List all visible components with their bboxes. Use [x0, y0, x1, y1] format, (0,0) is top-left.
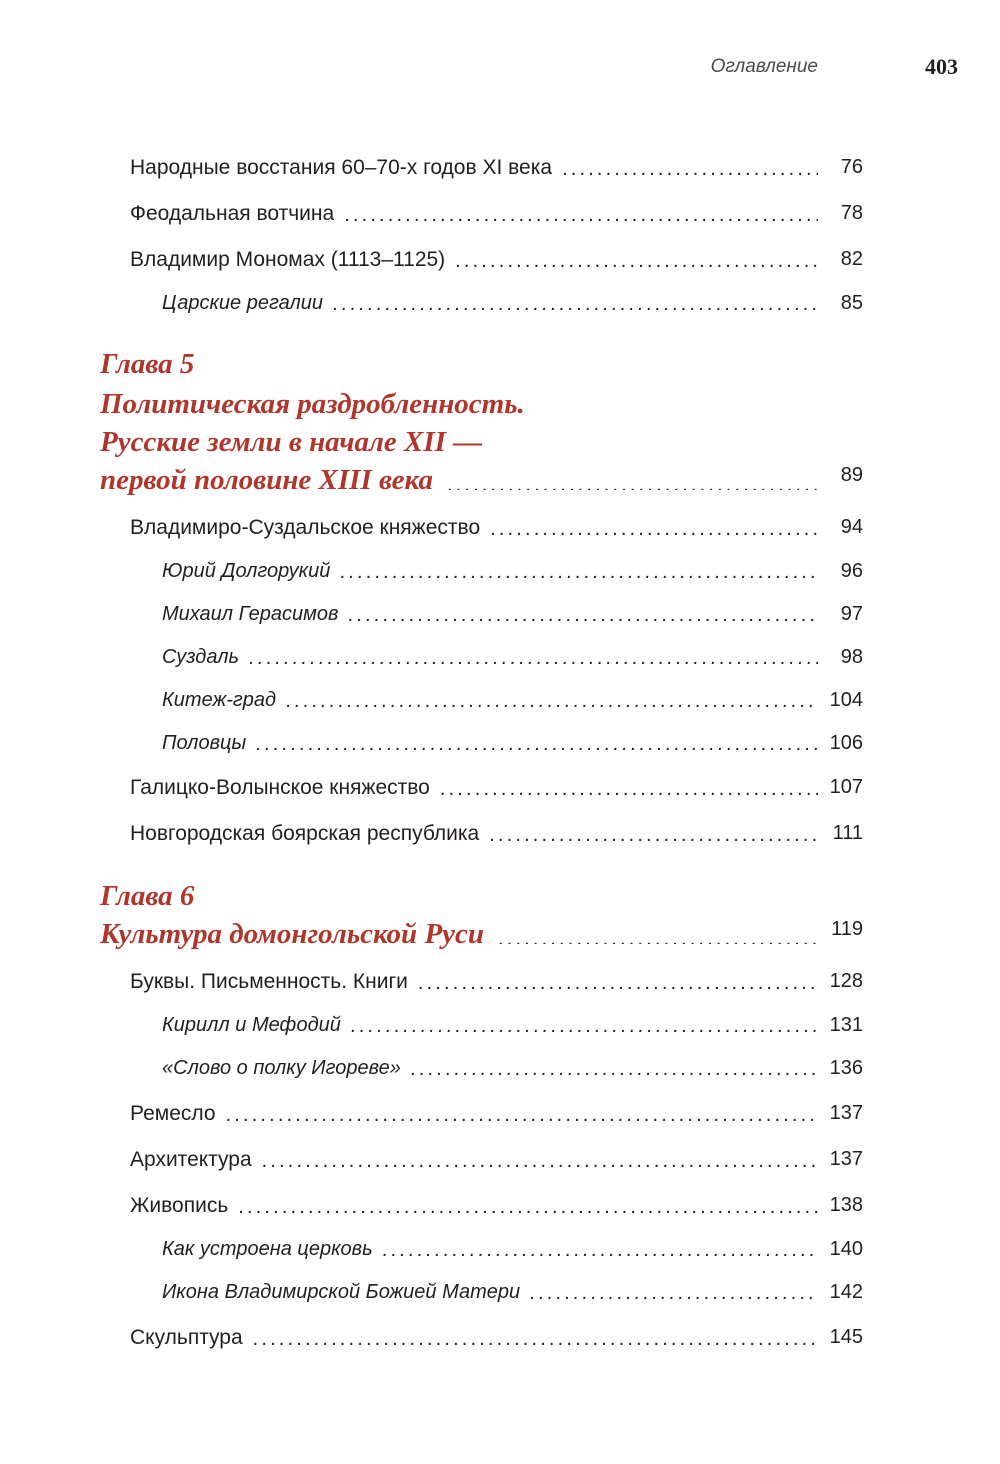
- toc-entry[interactable]: [130, 1326, 863, 1350]
- dot-leader: [226, 1103, 818, 1124]
- toc-subentry-title: Михаил Герасимов: [162, 603, 339, 625]
- toc-subentry-title: Китеж-град: [162, 689, 277, 711]
- toc-entry-page: 82: [840, 248, 863, 270]
- dot-leader: [490, 517, 818, 538]
- toc-entry-page: 111: [832, 822, 863, 844]
- toc-entry-title: Феодальная вотчина: [130, 202, 335, 225]
- toc-entry-title: Владимиро-Суздальское княжество: [130, 516, 481, 539]
- toc-subentry[interactable]: [162, 646, 863, 669]
- toc-entry-page: 138: [829, 1194, 863, 1216]
- toc-entry[interactable]: [130, 1148, 863, 1172]
- toc-subentry-title: Как устроена церковь: [162, 1238, 373, 1260]
- dot-leader: [447, 474, 818, 490]
- dot-leader: [344, 203, 818, 224]
- toc-entry-title: Новгородская боярская республика: [130, 822, 480, 845]
- toc-entry[interactable]: [130, 1194, 863, 1218]
- toc-entry-page: 140: [829, 1238, 863, 1260]
- toc-entry[interactable]: [130, 776, 863, 800]
- toc-entry-title: Скульптура: [130, 1326, 243, 1349]
- chapter-5-title-line3: первой половине XIII века: [100, 464, 433, 496]
- dot-leader: [418, 971, 818, 992]
- chapter-6-title: Культура домонгольской Руси: [100, 918, 485, 950]
- toc-entry-page: 104: [829, 689, 863, 711]
- toc-entry[interactable]: [130, 202, 863, 226]
- chapter-5-number: Глава 5: [100, 348, 195, 380]
- toc-entry-page: 94: [840, 516, 863, 538]
- dot-leader: [340, 561, 818, 581]
- toc-entry-page: 142: [829, 1281, 863, 1303]
- toc-entry-page: 137: [829, 1102, 863, 1124]
- toc-subentry-title: Царские регалии: [162, 292, 324, 314]
- chapter-5-entry[interactable]: [100, 464, 863, 497]
- toc-subentry[interactable]: [162, 1014, 863, 1037]
- toc-subentry-title: «Слово о полку Игореве»: [162, 1057, 401, 1079]
- toc-subentry-title: Кирилл и Мефодий: [162, 1014, 341, 1036]
- toc-subentry[interactable]: [162, 603, 863, 626]
- dot-leader: [351, 1015, 818, 1035]
- toc-entry[interactable]: [130, 248, 863, 272]
- dot-leader: [262, 1149, 818, 1170]
- toc-entry[interactable]: [130, 1102, 863, 1126]
- dot-leader: [562, 157, 818, 178]
- chapter-5-title-line1: Политическая раздробленность.: [100, 388, 525, 420]
- toc-entry-title: Ремесло: [130, 1102, 216, 1125]
- dot-leader: [440, 777, 818, 798]
- toc-subentry-title: Икона Владимирской Божией Матери: [162, 1281, 521, 1303]
- toc-subentry[interactable]: [162, 1238, 863, 1261]
- toc-entry-page: 76: [840, 156, 863, 178]
- dot-leader: [383, 1239, 818, 1259]
- toc-entry[interactable]: [130, 156, 863, 180]
- page-number: 403: [925, 54, 958, 79]
- dot-leader: [348, 604, 818, 624]
- dot-leader: [411, 1058, 818, 1078]
- toc-entry-page: 107: [829, 776, 863, 798]
- running-header: [0, 56, 1000, 82]
- dot-leader: [249, 647, 818, 667]
- toc-entry[interactable]: [130, 970, 863, 994]
- dot-leader: [530, 1282, 818, 1302]
- toc-entry-page: 136: [829, 1057, 863, 1079]
- toc-subentry[interactable]: [162, 1057, 863, 1080]
- toc-entry-page: 119: [831, 918, 863, 940]
- toc-entry-page: 89: [840, 464, 863, 486]
- dot-leader: [238, 1195, 818, 1216]
- toc-subentry[interactable]: [162, 689, 863, 712]
- toc-subentry-title: Половцы: [162, 732, 247, 754]
- toc-entry-page: 96: [840, 560, 863, 582]
- dot-leader: [489, 823, 818, 844]
- toc-entry-page: 78: [840, 202, 863, 224]
- dot-leader: [333, 293, 818, 313]
- toc-subentry[interactable]: [162, 1281, 863, 1304]
- dot-leader: [253, 1327, 818, 1348]
- chapter-5-title-line2: Русские земли в начале XII —: [100, 426, 483, 458]
- toc-subentry-title: Юрий Долгорукий: [162, 560, 331, 582]
- toc-entry-title: Владимир Мономах (1113–1125): [130, 248, 446, 271]
- toc-subentry[interactable]: [162, 732, 863, 755]
- toc-entry[interactable]: [130, 516, 863, 540]
- toc-entry-page: 131: [829, 1014, 863, 1036]
- dot-leader: [455, 249, 818, 270]
- toc-entry-page: 128: [829, 970, 863, 992]
- toc-entry-page: 145: [829, 1326, 863, 1348]
- toc-entry-title: Архитектура: [130, 1148, 252, 1171]
- dot-leader: [498, 928, 818, 944]
- running-title: Оглавление: [710, 56, 818, 77]
- toc-entry-title: Живопись: [130, 1194, 229, 1217]
- toc-entry-page: 97: [840, 603, 863, 625]
- toc-entry-title: Галицко-Волынское княжество: [130, 776, 430, 799]
- toc-entry-page: 98: [840, 646, 863, 668]
- chapter-6-number: Глава 6: [100, 880, 195, 912]
- toc-entry-page: 137: [829, 1148, 863, 1170]
- toc-entry-title: Буквы. Письменность. Книги: [130, 970, 408, 993]
- toc-subentry[interactable]: [162, 292, 863, 315]
- dot-leader: [256, 733, 818, 753]
- toc-entry-title: Народные восстания 60–70-х годов XI века: [130, 156, 553, 179]
- toc-entry[interactable]: [130, 822, 863, 846]
- chapter-6-entry[interactable]: [100, 918, 863, 951]
- dot-leader: [286, 690, 818, 710]
- toc-entry-page: 106: [829, 732, 863, 754]
- toc-subentry-title: Суздаль: [162, 646, 240, 668]
- toc-entry-page: 85: [840, 292, 863, 314]
- toc-subentry[interactable]: [162, 560, 863, 583]
